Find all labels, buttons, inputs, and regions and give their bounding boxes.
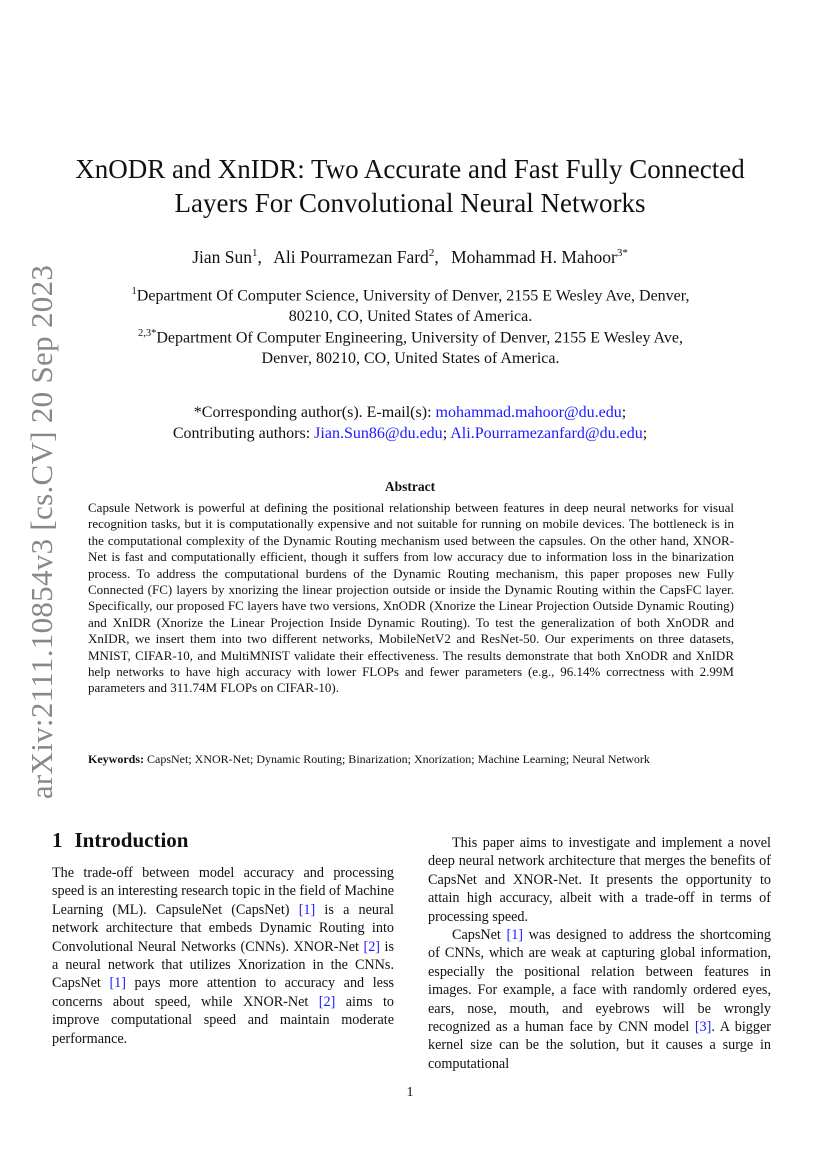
arxiv-stamp (20, 262, 64, 802)
text-run: aims to improve computational speed and maintain moderate performance. (52, 993, 395, 1047)
keywords-text: CapsNet; XNOR-Net; Dynamic Routing; Binarization; Xnorization; Machine Learning; Neural Network (144, 752, 650, 766)
affiliation-line: Department Of Computer Science, University of Denver, 2155 E Wesley Ave, Denver, (136, 287, 690, 305)
affiliation-line: 80210, CO, United States of America. (288, 308, 533, 326)
abstract-heading: Abstract (384, 479, 436, 494)
text-run: The trade-off between model accuracy and processing speed is an interesting research topic in the field of Machine Learning (ML). CapsuleNet (CapsNet) (52, 865, 394, 918)
paragraph (52, 864, 394, 1048)
author-name: Jian Sun (192, 247, 252, 267)
title-line-2: Layers For Convolutional Neural Networks (174, 188, 646, 218)
text-run: CapsNet (452, 927, 507, 944)
citation-link[interactable]: [1] (506, 927, 524, 944)
section-title: Introduction (74, 828, 189, 852)
author-name: Mohammad H. Mahoor (451, 247, 617, 267)
affiliation (78, 281, 743, 327)
affiliation-superscript: 1 (131, 286, 137, 297)
paper-title (60, 152, 760, 220)
text-run: is a neural network that utilizes Xnorization in the CNNs. CapsNet (52, 938, 395, 992)
page-number: 1 (406, 1085, 414, 1100)
keywords-label: Keywords: (88, 752, 144, 766)
contributing-email-link[interactable]: Jian.Sun86@du.edu (314, 425, 443, 442)
citation-link[interactable]: [2] (363, 938, 381, 955)
right-column (428, 834, 771, 1073)
text-run: pays more attention to accuracy and less concerns about speed, while XNOR-Net (52, 975, 394, 1010)
title-line-1: XnODR and XnIDR: Two Accurate and Fast Fully Connected (75, 154, 745, 184)
author-superscript: 1 (252, 247, 258, 260)
paragraph: This paper aims to investigate and implement a novel deep neural network architecture that merges the benefits of CapsNet and XNOR-Net. It presents the opportunity to attain high accuracy, albeit with a trade-off in terms of processing speed. (428, 835, 771, 925)
affiliation-superscript: 2,3* (137, 328, 157, 339)
citation-link[interactable]: [1] (109, 975, 126, 992)
affiliation (78, 323, 743, 369)
abstract-text: Capsule Network is powerful at defining the positional relationship between features in deep neural networks for visual recognition tasks, but it is computationally expensive and not suitable for running on mobile devices. The bottleneck is in the computational complexity of the Dynamic Routing mechanism used between the capsules. On the other hand, XNOR-Net is fast and computationally efficient, though it suffers from low accuracy due to information loss in the binarization process. To address the computational burdens of the Dynamic Routing mechanism, this paper proposes new Fully Connected (FC) layers by xnorizing the linear projection outside or inside the Dynamic Routing within the CapsFC layer. Specifically, our proposed FC layers have two versions, XnODR (Xnorize the Linear Projection Outside Dynamic Routing) and XnIDR (Xnorize the Linear Projection Inside Dynamic Routing). To test the generalization of both XnODR and XnIDR, we insert them into two different networks, MobileNetV2 and ResNet-50. Our experiments on three datasets, MNIST, CIFAR-10, and MultiMNIST validate their effectiveness. The results demonstrate that both XnODR and XnIDR help networks to have high accuracy with lower FLOPs and fewer parameters (e.g., 96.14% correctness with 2.99M parameters and 311.74M FLOPs on CIFAR-10). (88, 500, 734, 696)
arxiv-stamp-text: arXiv:2111.10854v3 [cs.CV] 20 Sep 2023 (24, 264, 59, 800)
contributing-email-link[interactable]: Ali.Pourramezanfard@du.edu (450, 425, 643, 442)
author-superscript: 2 (428, 247, 435, 260)
text-run: . A bigger kernel size can be the solution, but it causes a surge in computational (428, 1019, 771, 1072)
corresponding-email-link[interactable]: mohammad.mahoor@du.edu (435, 404, 622, 421)
keywords (88, 752, 734, 767)
contributing-label: Contributing authors: (172, 425, 315, 442)
punctuation: ; (442, 425, 451, 442)
affiliation-line: Department Of Computer Engineering, University of Denver, 2155 E Wesley Ave, (156, 329, 684, 347)
author-superscript: 3* (616, 247, 628, 260)
citation-link[interactable]: [3] (694, 1019, 712, 1036)
corresponding-label: *Corresponding author(s). E-mail(s): (193, 404, 436, 421)
section-heading (52, 828, 188, 853)
affiliation-line: Denver, 80210, CO, United States of America. (261, 350, 560, 368)
text-run: was designed to address the shortcoming of CNNs, which are weak at capturing global information, especially the positional relation between features in images. For example, a face with randomly ordered eyes, ears, nose, mouth, and eyebrows will be wrongly recognized as a human face by CNN model (428, 927, 771, 1036)
citation-link[interactable]: [1] (298, 901, 316, 918)
author-name: Ali Pourramezan Fard (273, 247, 429, 267)
left-column (52, 864, 394, 1048)
paragraph (428, 926, 771, 1073)
punctuation: ; (621, 404, 627, 421)
correspondence (60, 402, 760, 444)
section-number: 1 (52, 828, 63, 852)
text-run: is a neural network architecture that embeds Dynamic Routing into Convolutional Neural Networks (CNNs). XNOR-Net (52, 901, 394, 955)
citation-link[interactable]: [2] (318, 993, 336, 1010)
author-list: Jian Sun$^1$, Ali Pourramezan Fard$^2$, Mohammad H. Mahoor$^{3*}$ (192, 247, 628, 267)
punctuation: ; (642, 425, 648, 442)
